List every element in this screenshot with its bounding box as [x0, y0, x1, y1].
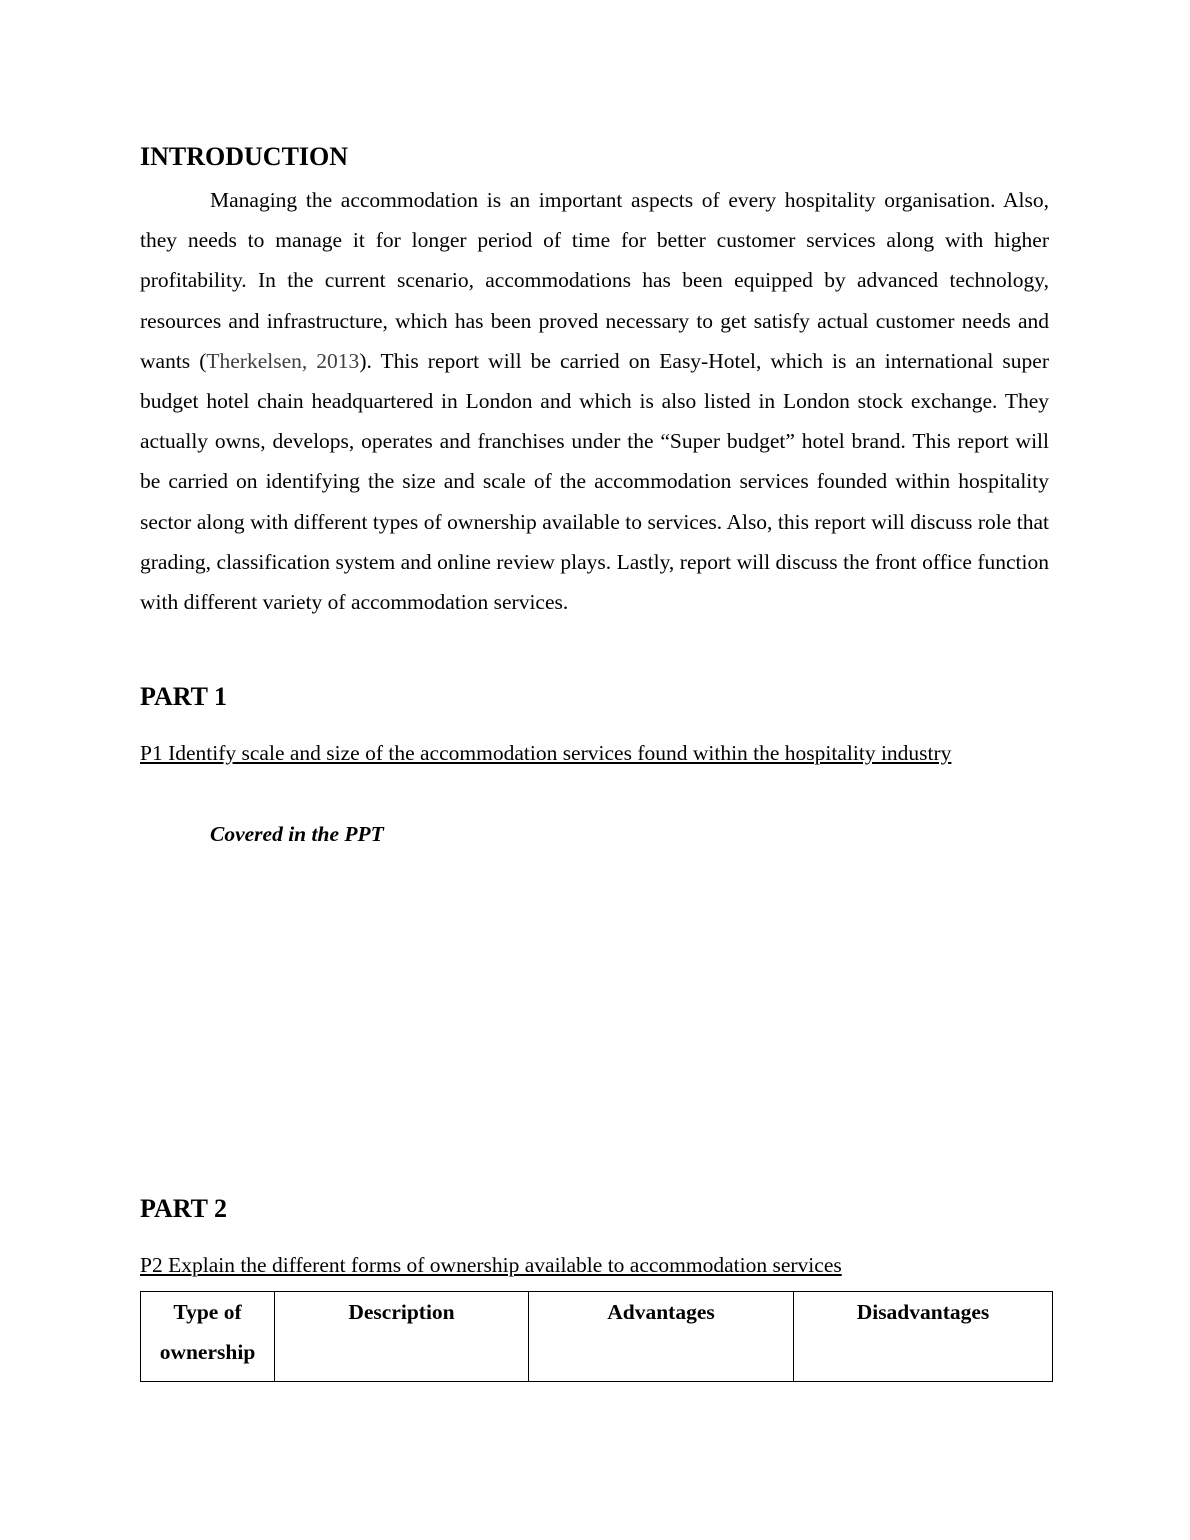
introduction-heading: INTRODUCTION [140, 142, 349, 171]
citation: Therkelsen, 2013 [206, 348, 360, 373]
header-advantages: Advantages [529, 1292, 794, 1382]
introduction-paragraph [140, 180, 1049, 622]
p1-subtitle: P1 Identify scale and size of the accommodation services found within the hospitality industry [140, 741, 952, 765]
header-type-of-ownership: Type of ownership [141, 1292, 275, 1382]
part1-heading: PART 1 [140, 682, 227, 711]
header-disadvantages: Disadvantages [794, 1292, 1053, 1382]
table-header-row [141, 1292, 1053, 1382]
intro-text-after-citation: ). This report will be carried on Easy-Hotel, which is an international super budget hotel chain headquartered in London and which is also listed in London stock exchange. They actually owns, develops, operates and franchises under the “Super budget” hotel brand. This report will be carried on identifying the size and scale of the accommodation services founded within hospitality sector along with different types of ownership available to services. Also, this report will discuss role that grading, classification system and online review plays. Lastly, report will discuss the front office function with different variety of accommodation services. [140, 348, 1049, 615]
covered-note: Covered in the PPT [210, 822, 384, 846]
p2-subtitle: P2 Explain the different forms of ownership available to accommodation services [140, 1253, 842, 1277]
intro-text-before-citation: Managing the accommodation is an important aspects of every hospitality organisation. Also, they needs to manage it for longer period of time for better customer services along with higher profitability. In the current scenario, accommodations has been equipped by advanced technology, resources and infrastructure, which has been proved necessary to get satisfy actual customer needs and wants ( [140, 188, 1049, 373]
ownership-table [140, 1291, 1053, 1382]
part2-heading: PART 2 [140, 1194, 227, 1223]
header-description: Description [275, 1292, 529, 1382]
